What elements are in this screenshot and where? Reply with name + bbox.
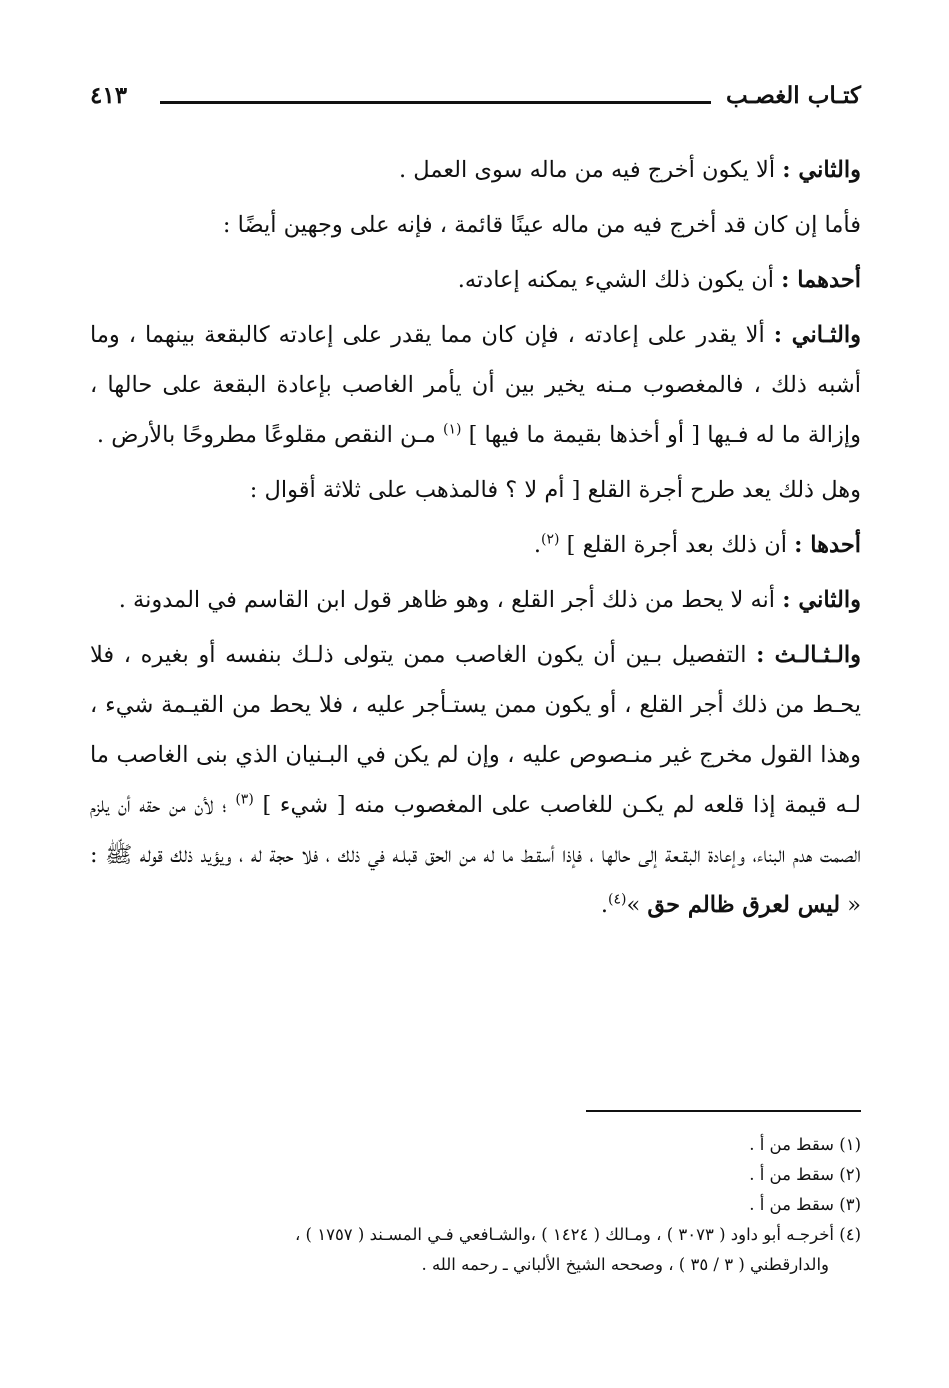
- page-number: ٤١٣: [90, 82, 128, 109]
- paragraph-lead: أحدها :: [794, 532, 861, 558]
- footnote-number: (٢): [839, 1165, 861, 1184]
- paragraph-text: التفصيل بـين أن يكون الغاصب ممن يتولى ذلـك بنفسه أو بغيره ، فلا يحـط من ذلك أجر القلع ، أو يكون ممن يستـأجر عليه ، فلا يحط من القيـمة شيء ، وهذا القول مخرج غير منـصوص عليه ، وإن لم يكن في البـنيان الذي بنى الغاصب ما لـه قيمة إذا قلعه لم يكـن للغاصب على المغصوب منه [ شيء ]: [90, 642, 861, 818]
- paragraph-text: فأما إن كان قد أخرج فيه من ماله عينًا قائمة ، فإنه على وجهين أيضًا :: [222, 212, 861, 238]
- paragraph-5: [90, 465, 861, 515]
- footnote-number: (٣): [839, 1195, 861, 1214]
- paragraph-7: [90, 575, 861, 625]
- footnote-ref-1[interactable]: (١): [442, 421, 462, 438]
- paragraph-1: [90, 145, 861, 195]
- paragraph-text: وهل ذلك يعد طرح أجرة القلع [ أم لا ؟ فالمذهب على ثلاثة أقوال :: [249, 477, 861, 503]
- paragraph-text-cont: .: [533, 532, 542, 558]
- paragraph-text: أنه لا يحط من ذلك أجر القلع ، وهو ظاهر قول ابن القاسم في المدونة .: [118, 587, 783, 613]
- footnote-ref-2[interactable]: (٢): [541, 531, 560, 548]
- paragraph-2: [90, 200, 861, 250]
- paragraph-text-cont: مـن النقص مقلوعًا مطروحًا بالأرض .: [96, 422, 443, 448]
- paragraph-6: [90, 520, 861, 570]
- footnote-text: أخرجـه أبو داود ( ٣٠٧٣ ) ، ومـالك ( ١٤٢٤ ) ،والشـافعي فـي المسـند ( ١٧٥٧ ) ،: [294, 1225, 840, 1244]
- footnote-4-continued: [90, 1250, 861, 1280]
- footnote-text: سقط من أ .: [749, 1135, 840, 1154]
- paragraph-text: أن ذلك بعد أجرة القلع ]: [559, 532, 795, 558]
- body-text: [90, 145, 861, 935]
- paragraph-8: [90, 630, 861, 930]
- footnote-2: [90, 1160, 861, 1190]
- paragraph-3: [90, 255, 861, 305]
- footnote-ref-3[interactable]: (٣): [235, 791, 254, 808]
- page-header: [90, 82, 861, 122]
- paragraph-lead: والثـاني :: [773, 322, 861, 348]
- footnote-text: والدارقطني ( ٣ / ٣٥ ) ، وصححه الشيخ الألباني ـ رحمه الله .: [421, 1255, 829, 1274]
- footnote-rule: [586, 1110, 861, 1112]
- paragraph-text: ألا يقدر على إعادته ، فإن كان مما يقدر على إعادته كالبقعة بينهما ، وما أشبه ذلك ، فالمغصوب مـنه يخير بين أن يأمر الغاصب بإعادة البقعة على حالها ، وإزالة ما له فـيها [ أو أخذها بقيمة ما فيها ]: [90, 322, 861, 448]
- footnote-1: [90, 1130, 861, 1160]
- paragraph-lead: والثاني :: [782, 157, 861, 183]
- footnote-number: (٤): [839, 1225, 861, 1244]
- footnotes: [90, 1130, 861, 1280]
- paragraph-lead: أحدهما :: [781, 267, 861, 293]
- paragraph-lead: والـثـالـث :: [756, 642, 861, 668]
- paragraph-text: أن يكون ذلك الشيء يمكنه إعادته.: [457, 267, 782, 293]
- quote-close: »: [626, 892, 648, 918]
- footnote-3: [90, 1190, 861, 1220]
- footnote-number: (١): [839, 1135, 861, 1154]
- paragraph-text: ألا يكون أخرج فيه من ماله سوى العمل .: [398, 157, 783, 183]
- footnote-text: سقط من أ .: [749, 1165, 840, 1184]
- header-rule: [160, 101, 711, 104]
- paragraph-lead: والثاني :: [782, 587, 861, 613]
- footnote-4: [90, 1220, 861, 1250]
- paragraph-text-cont: ؛ لأن من حقه أن يلزم الصمت هدم البناء، وإعادة البقـعة إلى حالها ، فإذا أسقـط ما له من الحق قبلـه في ذلك ، فلا حجة له ، ويؤيد ذلك قوله ﷺ : «: [90, 792, 861, 918]
- paragraph-end: .: [600, 892, 608, 918]
- footnote-text: سقط من أ .: [749, 1195, 840, 1214]
- footnote-ref-4[interactable]: (٤): [608, 891, 627, 908]
- hadith-quote: ليس لعرق ظالم حق: [647, 892, 841, 918]
- paragraph-4: [90, 310, 861, 460]
- chapter-title: كتـاب الغصـب: [725, 82, 861, 109]
